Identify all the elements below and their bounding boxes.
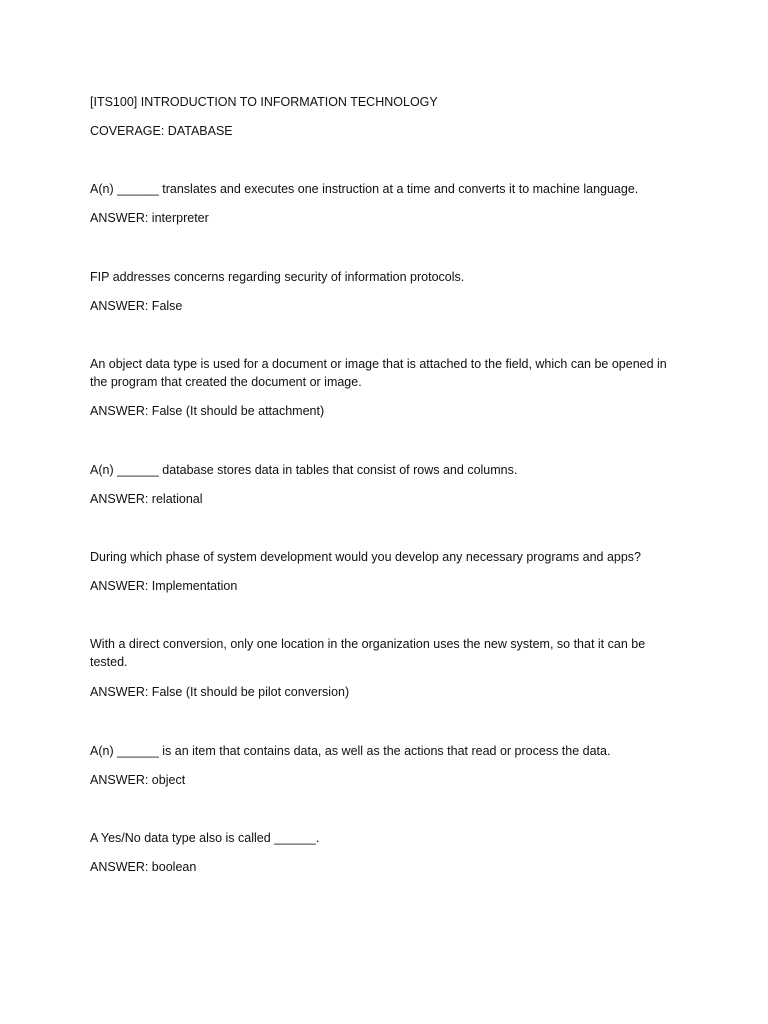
answer-2: ANSWER: False [90, 299, 183, 313]
question-7: A(n) ______ is an item that contains data, as well as the actions that read or process the data. [90, 744, 611, 758]
answer-7: ANSWER: object [90, 773, 186, 787]
answer-3: ANSWER: False (It should be attachment) [90, 404, 325, 418]
coverage-heading: COVERAGE: DATABASE [90, 124, 233, 138]
answer-1: ANSWER: interpreter [90, 211, 209, 225]
question-8: A Yes/No data type also is called ______. [90, 831, 320, 845]
question-3: An object data type is used for a document or image that is attached to the field, which can be opened in the program that created the document or image. [90, 357, 667, 389]
question-1: A(n) ______ translates and executes one instruction at a time and converts it to machine language. [90, 182, 639, 196]
question-2: FIP addresses concerns regarding security of information protocols. [90, 270, 465, 284]
question-4: A(n) ______ database stores data in tables that consist of rows and columns. [90, 463, 518, 477]
answer-5: ANSWER: Implementation [90, 579, 238, 593]
answer-6: ANSWER: False (It should be pilot conversion) [90, 685, 350, 699]
course-title: [ITS100] INTRODUCTION TO INFORMATION TECHNOLOGY [90, 95, 438, 109]
question-5: During which phase of system development would you develop any necessary programs and apps? [90, 550, 642, 564]
answer-4: ANSWER: relational [90, 492, 203, 506]
answer-8: ANSWER: boolean [90, 860, 197, 874]
question-6: With a direct conversion, only one location in the organization uses the new system, so that it can be tested. [90, 637, 646, 669]
